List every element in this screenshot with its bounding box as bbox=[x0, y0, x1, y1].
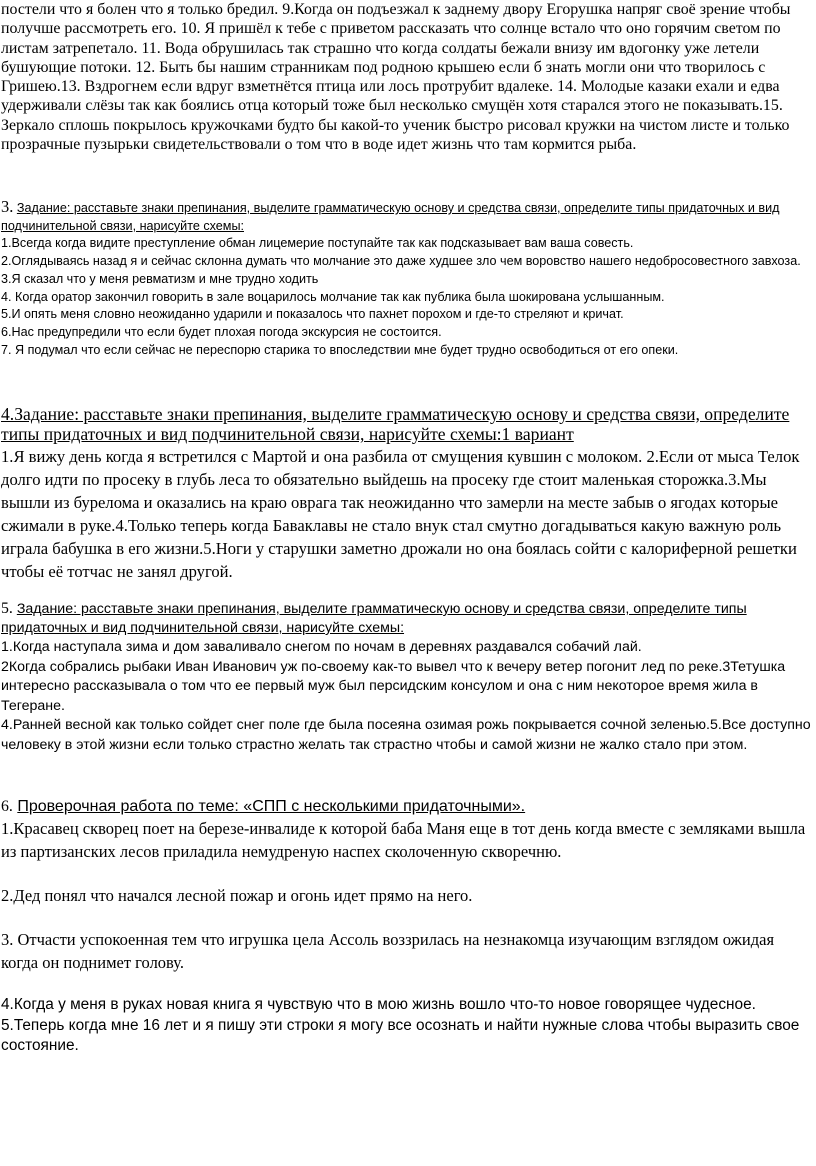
task3-heading-text: Задание: расставьте знаки препинания, выделите грамматическую основу и средства связи, определите типы придаточных и вид подчинительной связи, нарисуйте схемы: bbox=[1, 201, 780, 233]
task3-item: 7. Я подумал что если сейчас не переспорю старика то впоследствии мне будет трудно освободиться от его опеки. bbox=[1, 342, 679, 357]
task3-number: 3. bbox=[1, 197, 14, 216]
task6-heading-text: Проверочная работа по теме: «СПП с несколькими придаточными». bbox=[17, 798, 526, 815]
task6-number: 6. bbox=[1, 798, 13, 815]
task3-item: 5.И опять меня словно неожиданно ударили и показалось что пахнет порохом и где-то стреляют и кричат. bbox=[1, 307, 624, 322]
task3-item: 6.Нас предупредили что если будет плохая погода экскурсия не состоится. bbox=[1, 325, 442, 340]
task3-item: 3.Я сказал что у меня ревматизм и мне трудно ходить bbox=[1, 271, 319, 286]
task4-section bbox=[1, 404, 813, 583]
task6-item: 2.Дед понял что начался лесной пожар и огонь идет прямо на него. bbox=[1, 886, 473, 905]
task5-heading bbox=[1, 599, 813, 638]
task5-item: 2Когда собрались рыбаки Иван Иванович уж по-своему как-то вывел что к вечеру ветер погонит лед по реке.3Тетушка интересно рассказывала о том что ее первый муж был персидским консулом и она с ним некоторое время жила в Тегеране. bbox=[1, 658, 786, 714]
task6-item: 1.Красавец скворец поет на березе-инвалиде к которой баба Маня еще в тот день когда вместе с земляками вышла из партизанских лесов приладила немудреную наспех сколоченную скворечню. bbox=[1, 819, 806, 861]
task3-item: 2.Оглядываясь назад я и сейчас склонна думать что молчание это даже худшее зло чем воровство нашего недобросовестного завхоза. bbox=[1, 253, 801, 268]
task5-heading-text: Задание: расставьте знаки препинания, выделите грамматическую основу и средства связи, определите типы придаточных и вид подчинительной связи, нарисуйте схемы: bbox=[1, 601, 747, 636]
task5-section bbox=[1, 599, 813, 755]
task3-section bbox=[1, 198, 813, 360]
task4-heading: 4.Задание: расставьте знаки препинания, выделите грамматическую основу и средства связи, определите типы придаточных и вид подчинительной связи, нарисуйте схемы:1 вариант bbox=[1, 404, 790, 445]
task5-number: 5. bbox=[1, 600, 13, 617]
task6-item: 3. Отчасти успокоенная тем что игрушка цела Ассоль воззрилась на незнакомца изучающим взглядом ожидая когда он поднимет голову. bbox=[1, 930, 775, 972]
task5-item: 1.Когда наступала зима и дом заваливало снегом по ночам в деревнях раздавался собачий лай. bbox=[1, 639, 642, 655]
task5-item: 4.Ранней весной как только сойдет снег поле где была посеяна озимая рожь покрывается сочной зеленью.5.Все доступно человеку в этой жизни если только страстно желать так страстно чтобы и самой жизни не жалко стало при этом. bbox=[1, 717, 811, 753]
task6-heading bbox=[1, 797, 813, 817]
task6-item: 4.Когда у меня в руках новая книга я чувствую что в мою жизнь вошло что-то новое говорящее чудесное. bbox=[1, 996, 756, 1013]
task3-item: 4. Когда оратор закончил говорить в зале воцарилось молчание так как публика была шокирована услышанным. bbox=[1, 289, 665, 304]
task3-heading bbox=[1, 198, 813, 235]
task6-section bbox=[1, 797, 813, 1057]
task4-text: 1.Я вижу день когда я встретился с Мартой и она разбила от смущения кувшин с молоком. 2.Если от мыса Телок долго идти по просеку в глубь леса то обязательно выйдешь на просеку где стоит маленькая сторожка.3.Мы вышли из бурелома и оказались на краю оврага так неожиданно что замерли на месте забыв о ягодах которые сжимали в руке.4.Только теперь когда Бавaклавы не стало внук стал смутно догадываться какую важную роль играла бабушка в его жизни.5.Ноги у старушки заметно дрожали но она боялась сойти с калориферной решетки чтобы её тотчас не занял другой. bbox=[1, 446, 800, 582]
intro-paragraph: постели что я болен что я только бредил. 9.Когда он подъезжал к заднему двору Егорушка напряг своё зрение чтобы получше рассмотреть его. 10. Я пришёл к тебе с приветом рассказать что солнце встало что оно горячим светом по листам затрепетало. 11. Вода обрушилась так страшно что когда солдаты бежали внизу им вдогонку уже летели бушующие потоки. 12. Быть бы нашим странникам под родною крышею если б знать могли они что творилось с Гришею.13. Вздрогнем если вдруг взметнётся птица или лось протрубит вдалеке. 14. Молодые казаки ехали и едва удерживали слёзы так как боялись отца который тоже был несколько смущён хотя старался этого не показывать.15. Зеркало сплошь покрылось кружочками будто бы какой-то ученик быстро рисовал кружки на чистом листе и только прозрачные пузырьки свидетельствовали о том что в воде идет жизнь что там кормится рыба. bbox=[1, 1, 791, 154]
task3-item: 1.Всегда когда видите преступление обман лицемерие поступайте так как подсказывает вам ваша совесть. bbox=[1, 236, 634, 251]
task6-item: 5.Теперь когда мне 16 лет и я пишу эти строки я могу все осознать и найти нужные слова чтобы выразить свое состояние. bbox=[1, 1016, 800, 1055]
